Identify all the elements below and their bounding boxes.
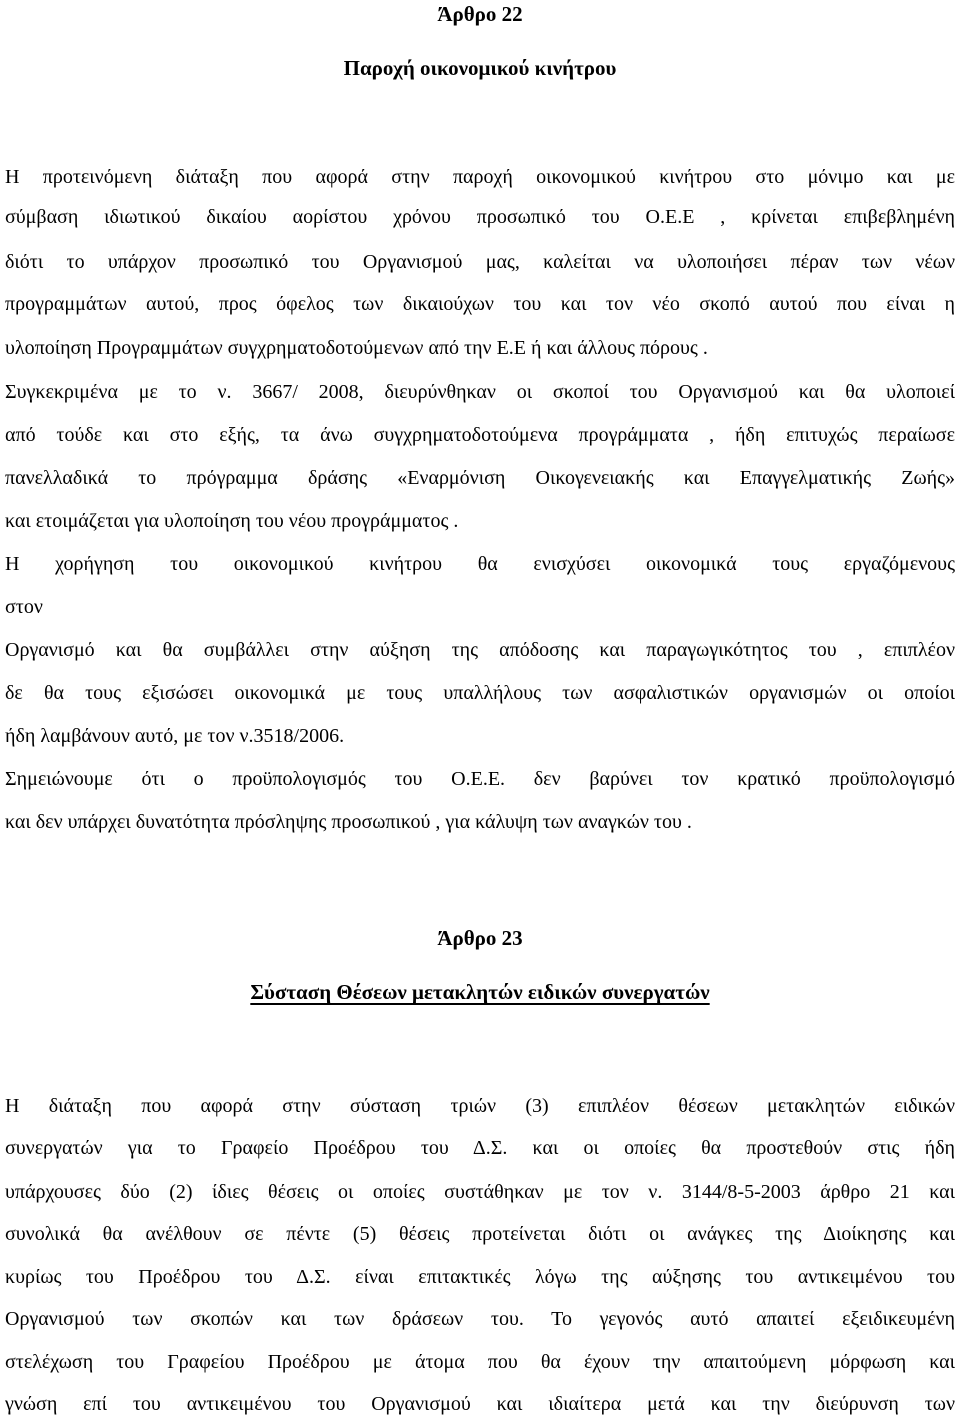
article-23-line-4: συνολικά θα ανέλθουν σε πέντε (5) θέσεις προτείνεται διότι οι ανάγκες της Διοίκησης και bbox=[5, 1223, 955, 1245]
article-22-line-8: πανελλαδικά το πρόγραμμα δράσης «Εναρμόνιση Οικογενειακής και Επαγγελματικής Ζωής» bbox=[5, 467, 955, 489]
article-23-line-3: υπάρχουσες δύο (2) ίδιες θέσεις οι οποίες συστάθηκαν με τον ν. 3144/8-5-2003 άρθρο 21 και bbox=[5, 1181, 955, 1203]
article-22-title: Παροχή οικονομικού κινήτρου bbox=[343, 56, 617, 80]
article-22-line-1: Η προτεινόμενη διάταξη που αφορά στην παροχή οικονομικού κινήτρου στο μόνιμο και με bbox=[5, 166, 955, 188]
article-22-line-4: προγραμμάτων αυτού, προς όφελος των δικαιούχων του και τον νέο σκοπό αυτού που είναι η bbox=[5, 293, 955, 315]
article-22-line-3: διότι το υπάρχον προσωπικό του Οργανισμού μας, καλείται να υλοποιήσει πέραν των νέων bbox=[5, 251, 955, 273]
article-23-line-1: Η διάταξη που αφορά στην σύσταση τριών (3) επιπλέον θέσεων μετακλητών ειδικών bbox=[5, 1095, 955, 1117]
article-23-line-2: συνεργατών για το Γραφείο Προέδρου του Δ.Σ. και οι οποίες θα προστεθούν στις ήδη bbox=[5, 1137, 955, 1159]
article-22-line-6: Συγκεκριμένα με το ν. 3667/ 2008, διευρύνθηκαν οι σκοποί του Οργανισμού και θα υλοποιεί bbox=[5, 381, 955, 403]
article-22-line-14: ήδη λαμβάνουν αυτό, με τον ν.3518/2006. bbox=[5, 725, 345, 747]
article-22-line-7: από τούδε και στο εξής, τα άνω συγχρηματοδοτούμενα προγράμματα , ήδη επιτυχώς περαίωσε bbox=[5, 424, 955, 446]
article-23-title: Σύσταση Θέσεων μετακλητών ειδικών συνεργατών bbox=[250, 980, 710, 1004]
article-22-line-13: δε θα τους εξισώσει οικονομικά με τους υπαλλήλους των ασφαλιστικών οργανισμών οι οποίοι bbox=[5, 682, 955, 704]
article-22-line-5: υλοποίηση Προγραμμάτων συγχρηματοδοτούμενων από την Ε.Ε ή και άλλους πόρους . bbox=[5, 337, 708, 359]
article-22-number: Άρθρο 22 bbox=[437, 2, 523, 26]
article-22-line-10: Η χορήγηση του οικονομικού κινήτρου θα ενισχύσει οικονομικά τους εργαζόμενους bbox=[5, 553, 955, 575]
article-22-line-16: και δεν υπάρχει δυνατότητα πρόσληψης προσωπικού , για κάλυψη των αναγκών του . bbox=[5, 811, 692, 833]
article-23-number: Άρθρο 23 bbox=[437, 926, 523, 950]
article-22-line-12: Οργανισμό και θα συμβάλλει στην αύξηση της απόδοσης και παραγωγικότητος του , επιπλέον bbox=[5, 639, 955, 661]
article-22-line-2: σύμβαση ιδιωτικού δικαίου αορίστου χρόνου προσωπικό του Ο.Ε.Ε , κρίνεται επιβεβλημένη bbox=[5, 206, 955, 228]
article-23-line-6: Οργανισμού των σκοπών και των δράσεων του. Το γεγονός αυτό απαιτεί εξειδικευμένη bbox=[5, 1308, 955, 1330]
article-23-line-8: γνώση επί του αντικειμένου του Οργανισμού και ιδιαίτερα μετά και την διεύρυνση των bbox=[5, 1393, 955, 1415]
article-22-line-11: στον bbox=[5, 596, 43, 618]
article-23-line-5: κυρίως του Προέδρου του Δ.Σ. είναι επιτακτικές λόγω της αύξησης του αντικειμένου του bbox=[5, 1266, 955, 1288]
article-22-line-9: και ετοιμάζεται για υλοποίηση του νέου προγράμματος . bbox=[5, 510, 459, 532]
article-23-line-7: στελέχωση του Γραφείου Προέδρου με άτομα που θα έχουν την απαιτούμενη μόρφωση και bbox=[5, 1351, 955, 1373]
article-22-line-15: Σημειώνουμε ότι ο προϋπολογισμός του Ο.Ε.Ε. δεν βαρύνει τον κρατικό προϋπολογισμό bbox=[5, 768, 955, 790]
